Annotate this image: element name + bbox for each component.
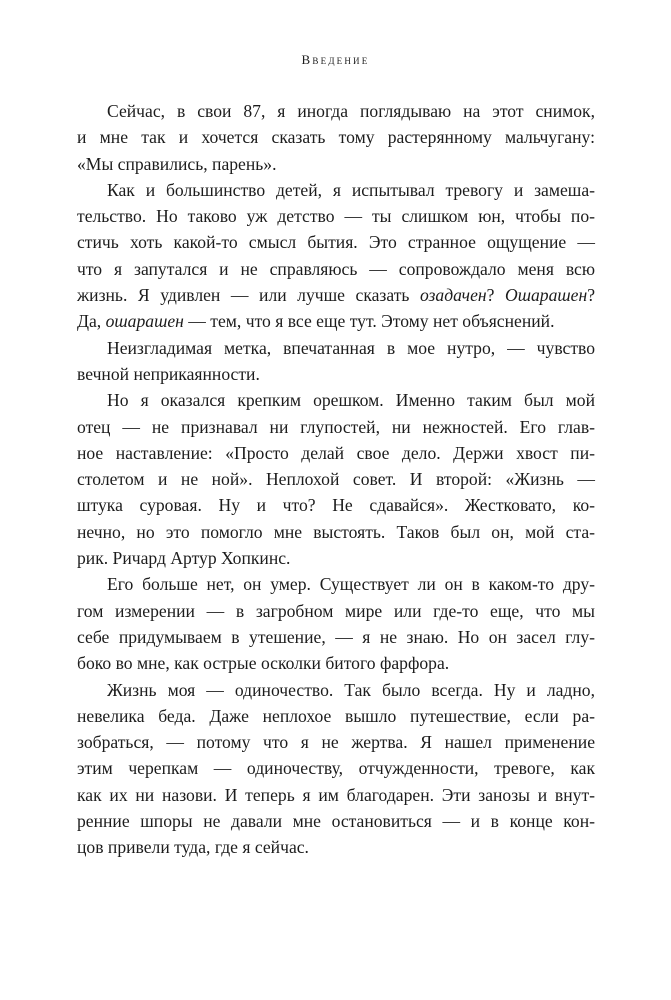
text-line (77, 440, 595, 466)
text-run: «Мы справились, парень». (77, 153, 277, 174)
italic-word: ошарашен (105, 311, 184, 332)
text-line (77, 256, 595, 282)
text-line (77, 466, 595, 492)
running-head: Введение (301, 52, 370, 67)
text-run: Его больше нет, он умер. Существует ли он в каком-то дру- (107, 574, 595, 595)
text-line (77, 808, 595, 834)
text-line (77, 308, 595, 334)
text-run: столетом и не ной». Неплохой совет. И второй: «Жизнь — (77, 469, 595, 490)
text-line (77, 124, 595, 150)
text-run: что я запутался и не справляюсь — сопровождало меня всю (77, 258, 595, 279)
text-run: цов привели туда, где я сейчас. (77, 837, 309, 858)
text-run: Но я оказался крепким орешком. Именно таким был мой (107, 390, 595, 411)
text-line (77, 834, 595, 860)
text-run: ренние шпоры не давали мне остановиться — и в конце кон- (77, 811, 595, 832)
text-line (77, 492, 595, 518)
text-line (77, 755, 595, 781)
text-line (77, 203, 595, 229)
text-line (77, 598, 595, 624)
text-line (77, 387, 595, 413)
text-run: ? (587, 285, 595, 306)
text-run: Сейчас, в свои 87, я иногда поглядываю на этот снимок, (107, 101, 595, 121)
text-run: рик. Ричард Артур Хопкинс. (77, 548, 291, 569)
body-text (77, 98, 595, 861)
text-run: нечно, но это помогло мне выстоять. Таков был он, мой ста- (77, 521, 595, 542)
text-run: ? (486, 285, 505, 306)
text-run: Как и большинство детей, я испытывал тревогу и замеша- (107, 179, 595, 200)
text-run: зобраться, — потому что я не жертва. Я нашел применение (77, 732, 595, 753)
text-line (77, 729, 595, 755)
text-run: и мне так и хочется сказать тому растерянному мальчугану: (77, 127, 595, 148)
text-line (77, 545, 595, 571)
text-line (77, 519, 595, 545)
text-line (77, 282, 595, 308)
text-run: гом измерении — в загробном мире или где-то еще, что мы (77, 600, 595, 621)
text-line (77, 177, 595, 203)
text-run: штука суровая. Ну и что? Не сдавайся». Жестковато, ко- (77, 495, 595, 516)
text-run: Да, (77, 311, 106, 332)
text-line (77, 98, 595, 124)
text-line (77, 229, 595, 255)
text-run: боко во мне, как острые осколки битого фарфора. (77, 653, 450, 674)
text-line (77, 571, 595, 597)
text-run: себе придумываем в утешение, — я не знаю. Но он засел глу- (77, 626, 595, 647)
italic-word: озадачен (419, 285, 487, 306)
text-run: ное наставление: «Просто делай свое дело. Держи хвост пи- (77, 442, 595, 463)
text-run: вечной неприкаянности. (77, 363, 260, 384)
text-run: Неизгладимая метка, впечатанная в мое нутро, — чувство (107, 337, 595, 358)
text-line (77, 414, 595, 440)
text-line (77, 361, 595, 387)
text-run: как их ни назови. И теперь я им благодарен. Эти занозы и внут- (77, 784, 595, 805)
text-run: отец — не признавал ни глупостей, ни нежностей. Его глав- (77, 416, 595, 437)
text-line (77, 650, 595, 676)
text-line (77, 624, 595, 650)
italic-word: Ошарашен (504, 285, 588, 306)
text-line (77, 782, 595, 808)
text-line (77, 703, 595, 729)
text-line (77, 677, 595, 703)
text-run: жизнь. Я удивлен — или лучше сказать (77, 285, 420, 306)
text-run: этим черепкам — одиночеству, отчужденности, тревоге, как (77, 758, 595, 779)
text-run: стичь хоть какой-то смысл бытия. Это странное ощущение — (77, 232, 595, 253)
text-line (77, 151, 595, 177)
text-run: — тем, что я все еще тут. Этому нет объяснений. (183, 311, 555, 332)
text-line (77, 335, 595, 361)
text-run: невелика беда. Даже неплохое вышло путешествие, если ра- (77, 705, 595, 726)
text-run: Жизнь моя — одиночество. Так было всегда. Ну и ладно, (107, 679, 595, 700)
text-run: тельство. Но таково уж детство — ты слишком юн, чтобы по- (77, 206, 595, 227)
